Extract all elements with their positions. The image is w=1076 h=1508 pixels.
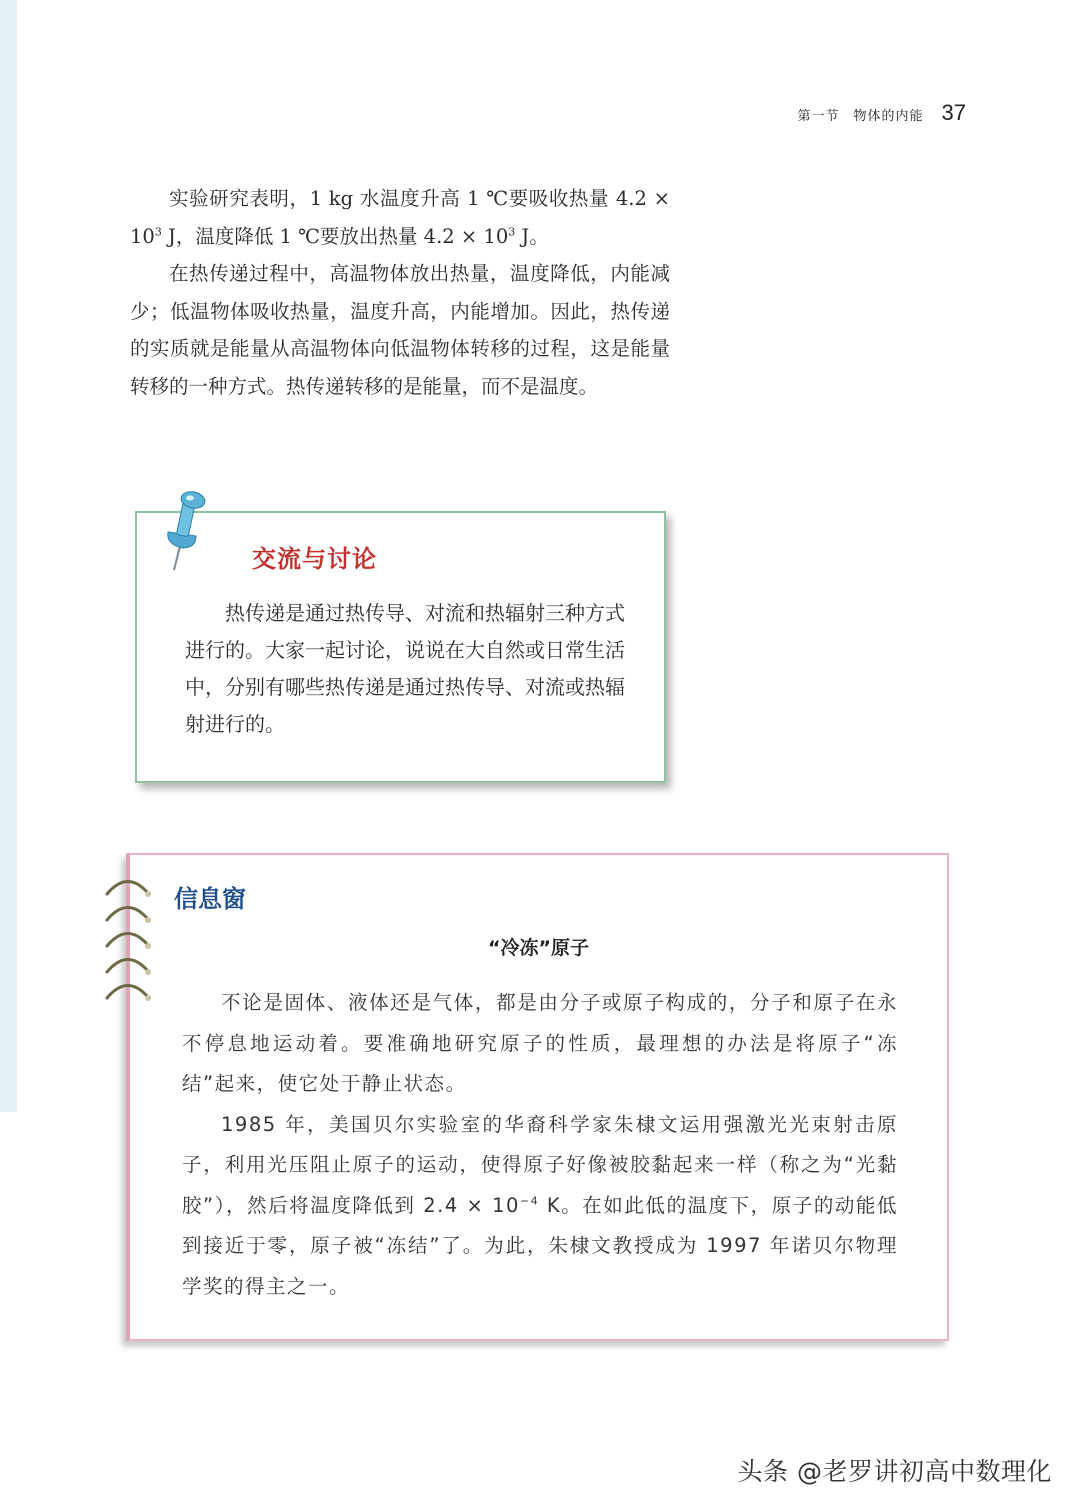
discussion-box [135, 511, 666, 783]
paragraph-heat-transfer: 在热传递过程中，高温物体放出热量，温度降低，内能减少；低温物体吸收热量，温度升高，内能增加。因此，热传递的实质就是能量从高温物体向低温物体转移的过程，这是能量转移的一种方式。热传递转移的是能量，而不是温度。 [130, 262, 670, 398]
watermark: 头条 @老罗讲初高中数理化 [737, 1457, 1052, 1486]
binder-rings-icon [103, 870, 159, 1002]
pushpin-icon [160, 488, 212, 572]
info-paragraph-1: 不论是固体、液体还是气体，都是由分子或原子构成的，分子和原子在永不停息地运动着。要准确地研究原子的性质，最理想的办法是将原子“冻结”起来，使它处于静止状态。 [182, 991, 898, 1095]
paragraph-heat-experiment: 实验研究表明，1 kg 水温度升高 1 ℃要吸收热量 $4.2 \times 10^3$ J，温度降低 1 ℃要放出热量 $4.2 \times 10^3$ J。 [130, 187, 670, 248]
info-article-body [182, 983, 898, 1307]
running-head [798, 100, 967, 126]
discussion-text: 热传递是通过热传导、对流和热辐射三种方式进行的。大家一起讨论，说说在大自然或日常生活中，分别有哪些热传递是通过热传导、对流或热辐射进行的。 [185, 601, 625, 736]
section-title: 第一节 物体的内能 [797, 109, 924, 124]
info-window-title: 信息窗 [174, 885, 246, 913]
discussion-title: 交流与讨论 [252, 544, 377, 573]
info-paragraph-2: 1985 年，美国贝尔实验室的华裔科学家朱棣文运用强激光光束射击原子，利用光压阻止原子的运动，使得原子好像被胶黏起来一样（称之为“光黏胶”），然后将温度降低到 $2.4 \times 10^{-4}$ K。在如此低的温度下，原子的动能低到接近于零，原子被“冻结”了。为此，朱棣文教授成为 1997 年诺贝尔物理学奖的得主之一。 [182, 1112, 898, 1298]
info-window-box [126, 853, 949, 1341]
main-body-text [130, 180, 670, 405]
info-article-title: “冷冻”原子 [488, 937, 589, 959]
page-number: 37 [941, 100, 966, 125]
page-edge-band [0, 0, 17, 1112]
